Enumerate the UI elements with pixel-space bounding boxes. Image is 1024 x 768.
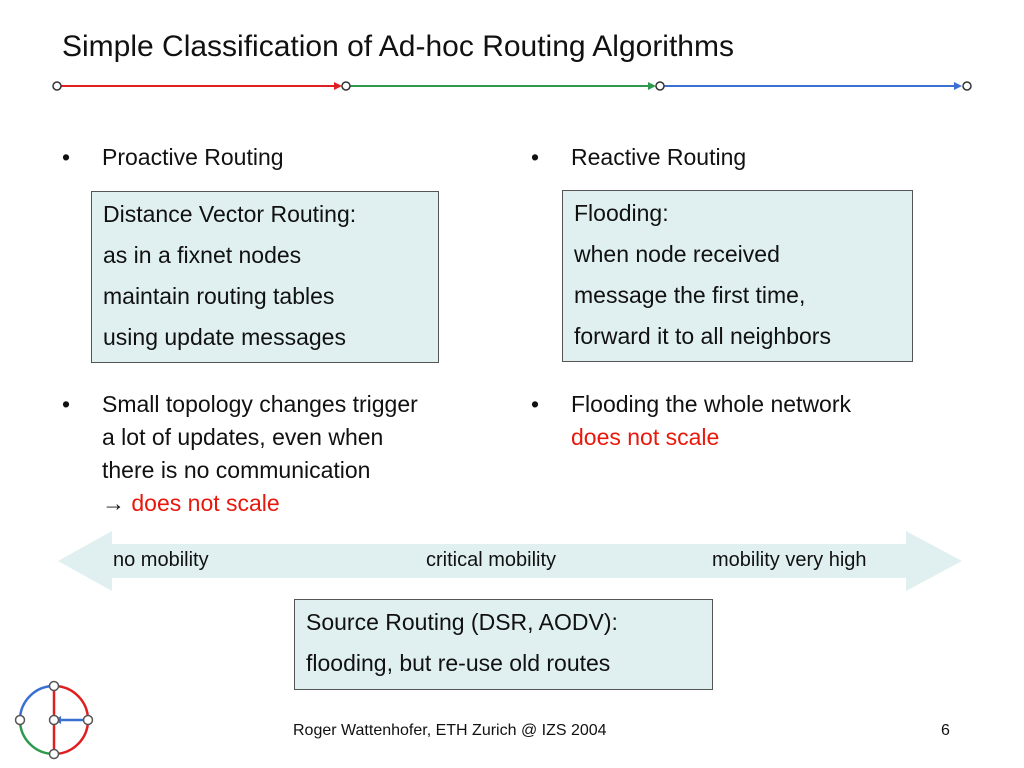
box-line: as in a fixnet nodes [103, 242, 302, 268]
scale-label-low: no mobility [113, 549, 209, 571]
bullet-mark: • [531, 391, 540, 417]
proactive-conclusion: does not scale [131, 490, 280, 516]
note-line: Small topology changes trigger [102, 391, 418, 417]
box-line: forward it to all neighbors [574, 323, 831, 349]
box-line: flooding, but re-use old routes [306, 650, 611, 676]
box-line: Source Routing (DSR, AODV): [306, 609, 618, 635]
flooding-box [562, 190, 913, 362]
reactive-conclusion: does not scale [571, 424, 720, 450]
box-line: maintain routing tables [103, 283, 335, 309]
page-number: 6 [941, 722, 950, 739]
box-line: using update messages [103, 324, 346, 350]
box-line: Distance Vector Routing: [103, 201, 357, 227]
note-line: Flooding the whole network [571, 391, 851, 417]
box-line: when node received [574, 241, 780, 267]
box-line: message the first time, [574, 282, 806, 308]
bullet-mark: • [62, 144, 71, 170]
box-line: Flooding: [574, 200, 669, 226]
proactive-heading-text: Proactive Routing [102, 144, 284, 170]
arrow-right-icon: → [102, 490, 125, 516]
bullet-mark: • [62, 391, 71, 417]
scale-label-critical: critical mobility [426, 549, 557, 571]
source-routing-box [294, 599, 713, 690]
title-rule [0, 70, 1024, 100]
eth-graph-logo-icon [8, 676, 100, 768]
distance-vector-box [91, 191, 439, 363]
slide-title: Simple Classification of Ad-hoc Routing Algorithms [62, 30, 734, 63]
bullet-mark: • [531, 144, 540, 170]
reactive-heading-text: Reactive Routing [571, 144, 747, 170]
note-line: a lot of updates, even when [102, 424, 384, 450]
note-line: there is no communication [102, 457, 371, 483]
scale-label-high: mobility very high [712, 549, 867, 571]
footer-credit: Roger Wattenhofer, ETH Zurich @ IZS 2004 [293, 722, 607, 739]
